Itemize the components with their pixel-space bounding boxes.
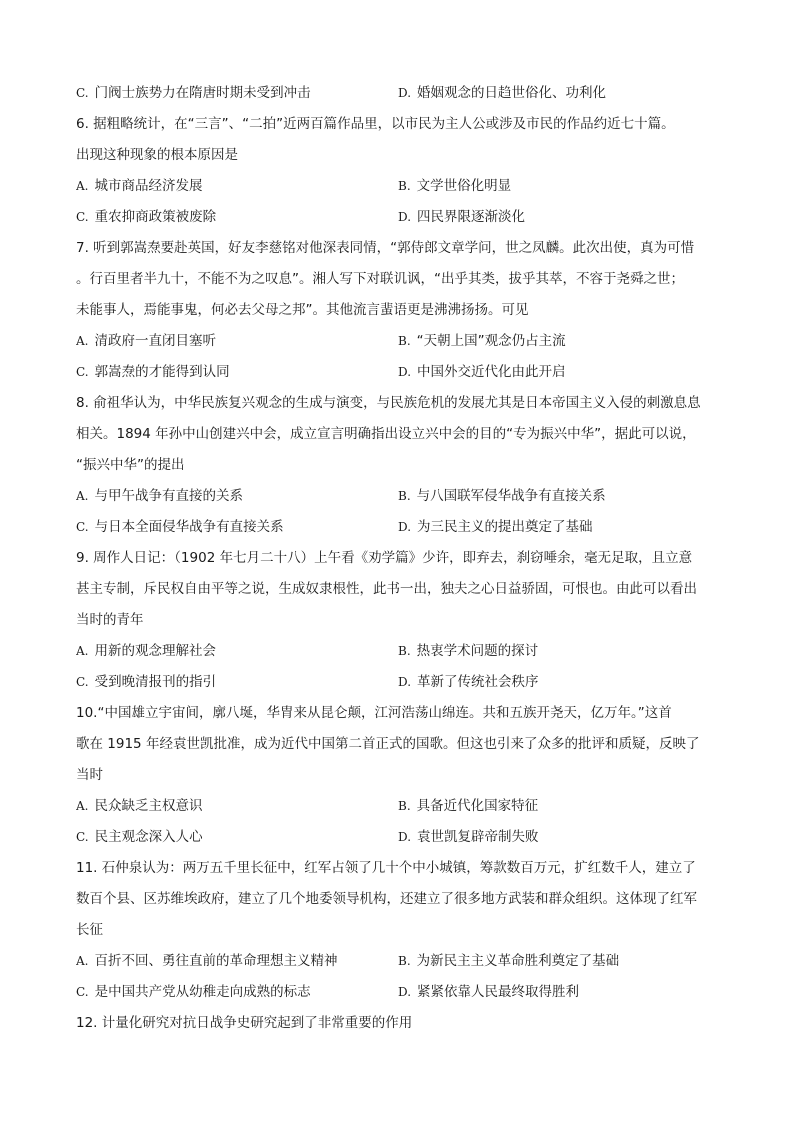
question-9-stem: 当时的青年 [76, 612, 144, 628]
option-d: D. 婚姻观念的日趋世俗化、功利化 [398, 85, 607, 101]
question-9-stem: 9. 周作人日记：（1902 年七月二十八）上午看《劝学篇》少许，即弃去，刹窃唾余，毫无足取，且立意 [76, 550, 693, 566]
option-b: B. “天朝上国”观念仍占主流 [398, 333, 566, 349]
option-c: C. 是中国共产党从幼稚走向成熟的标志 [76, 984, 311, 1000]
option-c: C. 民主观念深入人心 [76, 829, 203, 845]
exam-page [76, 78, 721, 1039]
question-8-stem: “振兴中华”的提出 [76, 457, 185, 473]
question-6-stem: 6. 据粗略统计，在“三言”、“二拍”近两百篇作品里，以市民为主人公或涉及市民的作品约近七十篇。 [76, 116, 675, 132]
option-c: C. 重农抑商政策被废除 [76, 209, 217, 225]
question-10-stem: 歌在 1915 年经袁世凯批准，成为近代中国第二首正式的国歌。但这也引来了众多的批评和质疑，反映了 [76, 736, 700, 752]
options-row [76, 946, 721, 977]
question-8-stem: 相关。1894 年孙中山创建兴中会，成立宣言明确指出设立兴中会的目的“专为振兴中华”，据此可以说， [76, 426, 696, 442]
option-d: D. 中国外交近代化由此开启 [398, 364, 566, 380]
question-6-stem: 出现这种现象的根本原因是 [76, 147, 238, 163]
question-10-stem: 10.“中国雄立宇宙间，廓八埏，华胄来从昆仑颠，江河浩荡山绵连。共和五族开尧天，亿万年。”这首 [76, 705, 672, 721]
option-a: A. 民众缺乏主权意识 [76, 798, 203, 814]
option-b: B. 具备近代化国家特征 [398, 798, 539, 814]
option-d: D. 革新了传统社会秩序 [398, 674, 539, 690]
question-7-stem: 未能事人，焉能事鬼，何必去父母之邦”。其他流言蜚语更是沸沸扬扬。可见 [76, 302, 529, 318]
question-8-stem: 8. 俞祖华认为，中华民族复兴观念的生成与演变，与民族危机的发展尤其是日本帝国主义入侵的刺激息息 [76, 395, 701, 411]
options-row [76, 791, 721, 822]
options-row [76, 481, 721, 512]
question-12-stem: 12. 计量化研究对抗日战争史研究起到了非常重要的作用 [76, 1015, 413, 1031]
option-d: D. 紧紧依靠人民最终取得胜利 [398, 984, 580, 1000]
question-7-stem: 7. 听到郭嵩焘要赴英国，好友李慈铭对他深表同情，“郭侍郎文章学问，世之凤麟。此次出使，真为可惜 [76, 240, 695, 256]
option-a: A. 用新的观念理解社会 [76, 643, 216, 659]
option-d: D. 为三民主义的提出奠定了基础 [398, 519, 593, 535]
option-b: B. 与八国联军侵华战争有直接关系 [398, 488, 606, 504]
question-10-stem: 当时 [76, 767, 103, 783]
options-row [76, 171, 721, 202]
option-c: C. 与日本全面侵华战争有直接关系 [76, 519, 284, 535]
option-d: D. 四民界限逐渐淡化 [398, 209, 526, 225]
question-11-stem: 长征 [76, 922, 103, 938]
option-d: D. 袁世凯复辟帝制失败 [398, 829, 539, 845]
options-row [76, 822, 721, 853]
option-b: B. 文学世俗化明显 [398, 178, 512, 194]
options-row [76, 202, 721, 233]
option-c: C. 郭嵩焘的才能得到认同 [76, 364, 230, 380]
options-row [76, 357, 721, 388]
question-7-stem: 。行百里者半九十，不能不为之叹息”。湘人写下对联讥讽，“出乎其类，拔乎其萃，不容于尧舜之世； [76, 271, 684, 287]
options-row [76, 636, 721, 667]
option-b: B. 热衷学术问题的探讨 [398, 643, 539, 659]
option-c: C. 受到晚清报刊的指引 [76, 674, 217, 690]
options-row [76, 78, 721, 109]
options-row [76, 512, 721, 543]
option-a: A. 清政府一直闭目塞听 [76, 333, 216, 349]
options-row [76, 667, 721, 698]
question-11-stem: 11. 石仲泉认为：两万五千里长征中，红军占领了几十个中小城镇，筹款数百万元，扩红数千人，建立了 [76, 860, 696, 876]
question-9-stem: 甚主专制，斥民权自由平等之说，生成奴隶根性，此书一出，独夫之心日益骄固，可恨也。由此可以看出 [76, 581, 697, 597]
options-row [76, 977, 721, 1008]
option-b: B. 为新民主主义革命胜利奠定了基础 [398, 953, 620, 969]
option-a: A. 与甲午战争有直接的关系 [76, 488, 243, 504]
question-11-stem: 数百个县、区苏维埃政府，建立了几个地委领导机构，还建立了很多地方武装和群众组织。这体现了红军 [76, 891, 697, 907]
option-a: A. 城市商品经济发展 [76, 178, 203, 194]
option-c: C. 门阀士族势力在隋唐时期未受到冲击 [76, 85, 311, 101]
options-row [76, 326, 721, 357]
option-a: A. 百折不回、勇往直前的革命理想主义精神 [76, 953, 338, 969]
